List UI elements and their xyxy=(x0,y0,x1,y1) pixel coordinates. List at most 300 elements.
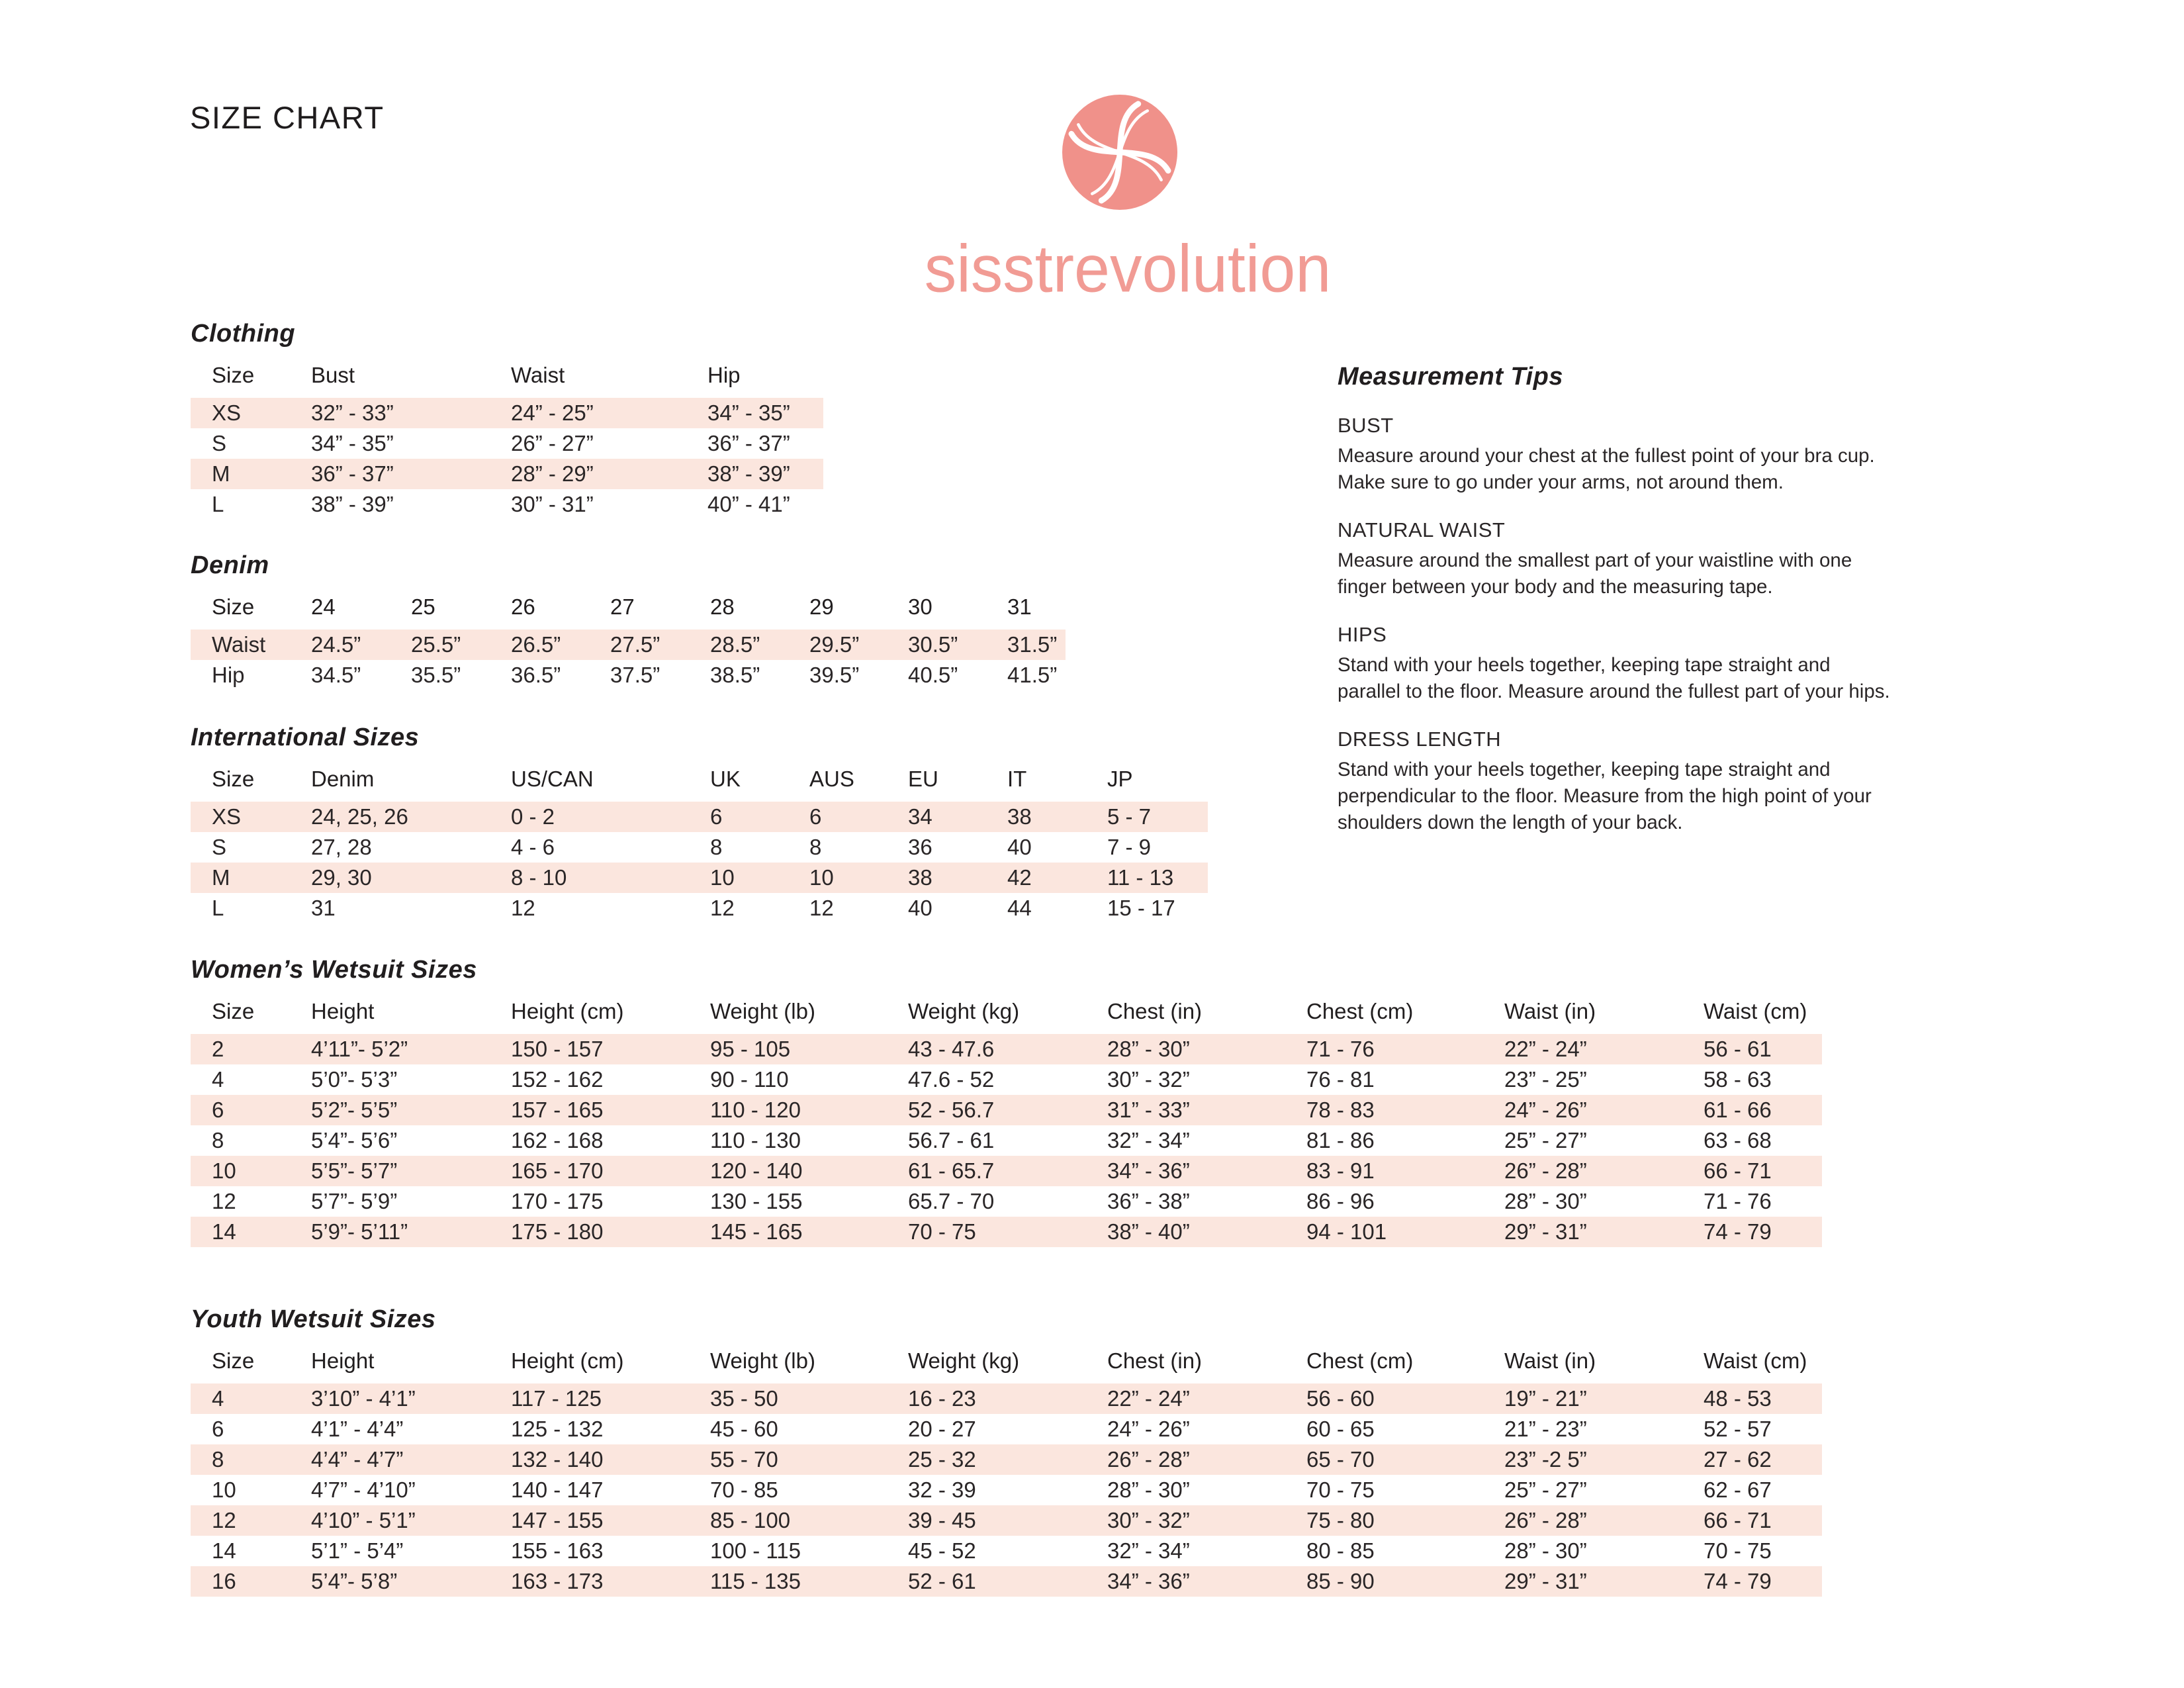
table-cell: 66 - 71 xyxy=(1704,1158,1772,1183)
table-cell: 5’4”- 5’6” xyxy=(311,1128,398,1152)
table-cell: 157 - 165 xyxy=(511,1098,604,1122)
table-cell: 23” - 25” xyxy=(1504,1067,1587,1092)
table-cell: 35 - 50 xyxy=(710,1386,778,1411)
table-cell: 24.5” xyxy=(311,632,361,657)
table-cell: 36 xyxy=(908,835,933,859)
table-cell: 40 xyxy=(1007,835,1032,859)
table-cell: 145 - 165 xyxy=(710,1219,803,1244)
column-header: Size xyxy=(212,594,255,619)
table-row xyxy=(191,1536,1822,1566)
tip-heading-natural-waist: NATURAL WAIST xyxy=(1338,518,1506,541)
table-cell: 36” - 37” xyxy=(311,461,394,486)
table-row xyxy=(191,398,823,428)
table-cell: 3’10” - 4’1” xyxy=(311,1386,416,1411)
table-row xyxy=(191,1475,1822,1505)
column-header: Height (cm) xyxy=(511,1348,624,1373)
table-row xyxy=(191,630,1066,660)
table-cell: 27, 28 xyxy=(311,835,372,859)
table-cell: L xyxy=(212,492,224,516)
column-header: 29 xyxy=(809,594,834,619)
table-cell: 78 - 83 xyxy=(1306,1098,1375,1122)
column-header: 25 xyxy=(411,594,435,619)
table-cell: 6 xyxy=(809,804,822,829)
table-cell: 19” - 21” xyxy=(1504,1386,1587,1411)
table-cell: 45 - 52 xyxy=(908,1538,976,1563)
table-cell: 34 xyxy=(908,804,933,829)
womens-wetsuit-section xyxy=(191,956,1822,1247)
table-cell: 24, 25, 26 xyxy=(311,804,408,829)
youth-wetsuit-section xyxy=(191,1305,1822,1597)
clothing-table xyxy=(191,360,823,520)
table-cell: 11 - 13 xyxy=(1107,865,1174,890)
table-cell: 4’7” - 4’10” xyxy=(311,1477,416,1502)
table-cell: 12 xyxy=(809,896,834,920)
table-cell: 117 - 125 xyxy=(511,1386,602,1411)
table-cell: 4 - 6 xyxy=(511,835,555,859)
table-cell: 5’2”- 5’5” xyxy=(311,1098,398,1122)
table-cell: 5’0”- 5’3” xyxy=(311,1067,398,1092)
table-cell: 75 - 80 xyxy=(1306,1508,1375,1532)
table-cell: 165 - 170 xyxy=(511,1158,604,1183)
table-header-row xyxy=(191,996,1822,1027)
table-cell: 29, 30 xyxy=(311,865,372,890)
table-cell: 28” - 30” xyxy=(1107,1037,1190,1061)
table-cell: 30.5” xyxy=(908,632,958,657)
table-cell: 61 - 65.7 xyxy=(908,1158,995,1183)
table-cell: 76 - 81 xyxy=(1306,1067,1375,1092)
table-row xyxy=(191,802,1208,832)
table-cell: 63 - 68 xyxy=(1704,1128,1772,1152)
table-cell: 29” - 31” xyxy=(1504,1569,1587,1593)
table-cell: 61 - 66 xyxy=(1704,1098,1772,1122)
table-cell: 38.5” xyxy=(710,663,760,687)
table-cell: 37.5” xyxy=(610,663,660,687)
tip-text-line: finger between your body and the measuring tape. xyxy=(1338,576,1773,598)
table-cell: 6 xyxy=(710,804,723,829)
table-cell: 41.5” xyxy=(1007,663,1058,687)
table-cell: 24” - 26” xyxy=(1107,1417,1190,1441)
table-cell: 34” - 36” xyxy=(1107,1158,1190,1183)
table-header-row xyxy=(191,764,1208,794)
table-cell: 40” - 41” xyxy=(707,492,790,516)
table-cell: 94 - 101 xyxy=(1306,1219,1387,1244)
international-sizes-title: International Sizes xyxy=(191,724,420,751)
tip-body-bust xyxy=(1338,443,2006,496)
table-cell: 22” - 24” xyxy=(1107,1386,1190,1411)
table-cell: 26” - 28” xyxy=(1504,1158,1587,1183)
international-sizes-section xyxy=(191,724,1208,923)
table-row xyxy=(191,428,823,459)
denim-section-title: Denim xyxy=(191,551,269,579)
clothing-section xyxy=(191,320,823,520)
table-cell: 12 xyxy=(212,1508,236,1532)
table-row xyxy=(191,1505,1822,1536)
tip-text-line: shoulders down the length of your back. xyxy=(1338,812,1683,833)
table-cell: 8 - 10 xyxy=(511,865,567,890)
table-cell: 70 - 75 xyxy=(1704,1538,1772,1563)
table-cell: Waist xyxy=(212,632,266,657)
womens-wetsuit-table xyxy=(191,996,1822,1247)
table-cell: 43 - 47.6 xyxy=(908,1037,995,1061)
table-header-row xyxy=(191,592,1066,622)
measurement-tips-section xyxy=(1338,363,2006,836)
tip-text-line: Stand with your heels together, keeping tape straight and xyxy=(1338,759,1831,780)
table-cell: 48 - 53 xyxy=(1704,1386,1772,1411)
table-row xyxy=(191,1125,1822,1156)
tip-section-hips xyxy=(1338,623,2006,705)
table-cell: 44 xyxy=(1007,896,1032,920)
table-cell: 28.5” xyxy=(710,632,760,657)
page-title: SIZE CHART xyxy=(190,100,385,135)
table-cell: 147 - 155 xyxy=(511,1508,604,1532)
table-cell: 58 - 63 xyxy=(1704,1067,1772,1092)
column-header: IT xyxy=(1007,767,1027,791)
clothing-section-title: Clothing xyxy=(191,320,296,348)
table-cell: 39.5” xyxy=(809,663,860,687)
table-header-row xyxy=(191,360,823,391)
table-cell: 65 - 70 xyxy=(1306,1447,1375,1472)
table-cell: 80 - 85 xyxy=(1306,1538,1375,1563)
table-cell: 40 xyxy=(908,896,933,920)
table-cell: 162 - 168 xyxy=(511,1128,604,1152)
table-cell: 28” - 30” xyxy=(1504,1538,1587,1563)
table-cell: XS xyxy=(212,804,242,829)
brand-wordmark: sisstrevolution xyxy=(924,231,1332,306)
table-cell: 28” - 30” xyxy=(1504,1189,1587,1213)
table-cell: 2 xyxy=(212,1037,224,1061)
table-cell: 27 - 62 xyxy=(1704,1447,1772,1472)
column-header: 28 xyxy=(710,594,735,619)
table-row xyxy=(191,1217,1822,1247)
table-row xyxy=(191,1414,1822,1444)
tip-text-line: perpendicular to the floor. Measure from the high point of your xyxy=(1338,785,1872,807)
table-cell: 12 xyxy=(212,1189,236,1213)
table-cell: 6 xyxy=(212,1417,224,1441)
table-cell: 140 - 147 xyxy=(511,1477,604,1502)
table-cell: 45 - 60 xyxy=(710,1417,778,1441)
tip-heading-dress-length: DRESS LENGTH xyxy=(1338,727,1502,751)
table-cell: 29.5” xyxy=(809,632,860,657)
column-header: Height (cm) xyxy=(511,999,624,1023)
table-row xyxy=(191,1064,1822,1095)
table-cell: 110 - 130 xyxy=(710,1128,801,1152)
table-cell: 52 - 57 xyxy=(1704,1417,1772,1441)
table-row xyxy=(191,489,823,520)
table-cell: 30” - 31” xyxy=(511,492,594,516)
table-cell: M xyxy=(212,865,230,890)
table-cell: 56 - 60 xyxy=(1306,1386,1375,1411)
column-header: Weight (kg) xyxy=(908,1348,1020,1373)
table-cell: 10 xyxy=(710,865,735,890)
table-cell: 52 - 56.7 xyxy=(908,1098,995,1122)
table-cell: 38 xyxy=(1007,804,1032,829)
table-cell: 32” - 34” xyxy=(1107,1128,1190,1152)
table-cell: 155 - 163 xyxy=(511,1538,604,1563)
table-cell: 170 - 175 xyxy=(511,1189,604,1213)
table-cell: 38” - 39” xyxy=(707,461,790,486)
table-cell: 26.5” xyxy=(511,632,561,657)
table-cell: 115 - 135 xyxy=(710,1569,801,1593)
table-cell: 130 - 155 xyxy=(710,1189,803,1213)
table-cell: 70 - 85 xyxy=(710,1477,778,1502)
table-cell: 4’11”- 5’2” xyxy=(311,1037,408,1061)
table-cell: 55 - 70 xyxy=(710,1447,778,1472)
table-cell: 100 - 115 xyxy=(710,1538,801,1563)
table-cell: 25” - 27” xyxy=(1504,1128,1587,1152)
table-cell: 5’4”- 5’8” xyxy=(311,1569,398,1593)
youth-wetsuit-table xyxy=(191,1346,1822,1597)
table-cell: 34” - 35” xyxy=(707,400,790,425)
table-cell: 27.5” xyxy=(610,632,660,657)
column-header: 30 xyxy=(908,594,933,619)
table-cell: 40.5” xyxy=(908,663,958,687)
table-cell: 28” - 30” xyxy=(1107,1477,1190,1502)
table-cell: 5 - 7 xyxy=(1107,804,1152,829)
table-cell: 71 - 76 xyxy=(1306,1037,1375,1061)
table-cell: 4’4” - 4’7” xyxy=(311,1447,404,1472)
table-cell: 125 - 132 xyxy=(511,1417,604,1441)
table-cell: 14 xyxy=(212,1538,236,1563)
table-cell: 70 - 75 xyxy=(908,1219,976,1244)
table-cell: 95 - 105 xyxy=(710,1037,791,1061)
column-header: 27 xyxy=(610,594,635,619)
column-header: 26 xyxy=(511,594,535,619)
tip-section-dress-length xyxy=(1338,727,2006,836)
tip-section-natural-waist xyxy=(1338,518,2006,600)
table-cell: 23” -2 5” xyxy=(1504,1447,1587,1472)
table-cell: 56 - 61 xyxy=(1704,1037,1772,1061)
column-header: AUS xyxy=(809,767,854,791)
column-header: JP xyxy=(1107,767,1133,791)
table-cell: 62 - 67 xyxy=(1704,1477,1772,1502)
table-row xyxy=(191,660,1066,690)
table-cell: 8 xyxy=(710,835,723,859)
table-cell: S xyxy=(212,835,227,859)
table-cell: 39 - 45 xyxy=(908,1508,976,1532)
table-cell: 35.5” xyxy=(411,663,461,687)
table-cell: 32” - 33” xyxy=(311,400,394,425)
table-cell: 34.5” xyxy=(311,663,361,687)
table-cell: 32” - 34” xyxy=(1107,1538,1190,1563)
table-cell: 26” - 27” xyxy=(511,431,594,455)
table-cell: 34” - 35” xyxy=(311,431,394,455)
table-cell: 32 - 39 xyxy=(908,1477,976,1502)
column-header: Waist (cm) xyxy=(1704,1348,1807,1373)
table-cell: 16 xyxy=(212,1569,236,1593)
table-row xyxy=(191,1566,1822,1597)
table-cell: 16 - 23 xyxy=(908,1386,976,1411)
column-header: Size xyxy=(212,999,255,1023)
brand-logo-icon xyxy=(1062,95,1177,210)
column-header: Size xyxy=(212,767,255,791)
table-cell: M xyxy=(212,461,230,486)
table-cell: 4’10” - 5’1” xyxy=(311,1508,416,1532)
table-cell: 31” - 33” xyxy=(1107,1098,1190,1122)
table-row xyxy=(191,459,823,489)
column-header: Size xyxy=(212,363,255,387)
column-header: UK xyxy=(710,767,741,791)
table-cell: 132 - 140 xyxy=(511,1447,604,1472)
table-row xyxy=(191,1444,1822,1475)
table-cell: 65.7 - 70 xyxy=(908,1189,995,1213)
table-cell: 8 xyxy=(809,835,822,859)
table-cell: 60 - 65 xyxy=(1306,1417,1375,1441)
table-cell: 5’9”- 5’11” xyxy=(311,1219,408,1244)
table-cell: 26” - 28” xyxy=(1504,1508,1587,1532)
column-header: Height xyxy=(311,1348,375,1373)
table-cell: 38 xyxy=(908,865,933,890)
tip-heading-bust: BUST xyxy=(1338,414,1394,437)
youth-wetsuit-title: Youth Wetsuit Sizes xyxy=(191,1305,436,1333)
table-cell: 90 - 110 xyxy=(710,1067,789,1092)
table-row xyxy=(191,1034,1822,1064)
table-row xyxy=(191,1156,1822,1186)
column-header: Weight (kg) xyxy=(908,999,1020,1023)
column-header: Waist (cm) xyxy=(1704,999,1807,1023)
table-cell: XS xyxy=(212,400,242,425)
measurement-tips-title: Measurement Tips xyxy=(1338,363,1563,391)
table-cell: 175 - 180 xyxy=(511,1219,604,1244)
table-cell: 56.7 - 61 xyxy=(908,1128,995,1152)
table-row xyxy=(191,893,1208,923)
table-cell: 36” - 37” xyxy=(707,431,790,455)
international-sizes-table xyxy=(191,764,1208,923)
table-row xyxy=(191,1186,1822,1217)
column-header: Chest (in) xyxy=(1107,999,1203,1023)
table-cell: S xyxy=(212,431,227,455)
swirl-pinwheel-icon xyxy=(1062,95,1177,210)
tip-text-line: Measure around your chest at the fullest point of your bra cup. xyxy=(1338,445,1875,467)
table-cell: 152 - 162 xyxy=(511,1067,604,1092)
column-header: Chest (in) xyxy=(1107,1348,1203,1373)
column-header: US/CAN xyxy=(511,767,594,791)
table-cell: 81 - 86 xyxy=(1306,1128,1375,1152)
column-header: Waist (in) xyxy=(1504,1348,1596,1373)
table-cell: 34” - 36” xyxy=(1107,1569,1190,1593)
table-cell: 6 xyxy=(212,1098,224,1122)
tip-text-line: parallel to the floor. Measure around the fullest part of your hips. xyxy=(1338,680,1890,702)
column-header: Waist xyxy=(511,363,565,387)
tip-text-line: Measure around the smallest part of your waistline with one xyxy=(1338,549,1852,571)
tip-section-bust xyxy=(1338,414,2006,496)
table-cell: 20 - 27 xyxy=(908,1417,976,1441)
table-cell: 85 - 90 xyxy=(1306,1569,1375,1593)
table-cell: 26” - 28” xyxy=(1107,1447,1190,1472)
column-header: Hip xyxy=(707,363,741,387)
table-cell: 25” - 27” xyxy=(1504,1477,1587,1502)
table-cell: 8 xyxy=(212,1447,224,1472)
tip-heading-hips: HIPS xyxy=(1338,623,1387,646)
table-cell: 25.5” xyxy=(411,632,461,657)
table-row xyxy=(191,1095,1822,1125)
table-cell: 28” - 29” xyxy=(511,461,594,486)
table-cell: 0 - 2 xyxy=(511,804,555,829)
table-cell: 38” - 40” xyxy=(1107,1219,1190,1244)
table-cell: Hip xyxy=(212,663,245,687)
column-header: Denim xyxy=(311,767,375,791)
column-header: EU xyxy=(908,767,938,791)
table-cell: 21” - 23” xyxy=(1504,1417,1587,1441)
table-cell: 70 - 75 xyxy=(1306,1477,1375,1502)
table-cell: 74 - 79 xyxy=(1704,1569,1772,1593)
womens-wetsuit-title: Women’s Wetsuit Sizes xyxy=(191,956,477,984)
table-cell: 10 xyxy=(809,865,834,890)
table-cell: 15 - 17 xyxy=(1107,896,1175,920)
table-cell: 110 - 120 xyxy=(710,1098,801,1122)
table-cell: 24” - 26” xyxy=(1504,1098,1587,1122)
table-cell: 86 - 96 xyxy=(1306,1189,1375,1213)
table-cell: 163 - 173 xyxy=(511,1569,604,1593)
table-cell: 52 - 61 xyxy=(908,1569,976,1593)
table-cell: 36.5” xyxy=(511,663,561,687)
denim-table xyxy=(191,592,1066,690)
table-cell: 47.6 - 52 xyxy=(908,1067,995,1092)
column-header: 31 xyxy=(1007,594,1032,619)
column-header: 24 xyxy=(311,594,336,619)
table-cell: 5’7”- 5’9” xyxy=(311,1189,398,1213)
tip-body-natural-waist xyxy=(1338,547,2006,600)
column-header: Weight (lb) xyxy=(710,1348,815,1373)
table-cell: 12 xyxy=(511,896,535,920)
table-cell: 5’1” - 5’4” xyxy=(311,1538,404,1563)
column-header: Height xyxy=(311,999,375,1023)
table-cell: 85 - 100 xyxy=(710,1508,791,1532)
table-cell: 4 xyxy=(212,1067,224,1092)
table-header-row xyxy=(191,1346,1822,1376)
table-cell: 24” - 25” xyxy=(511,400,594,425)
table-cell: 38” - 39” xyxy=(311,492,394,516)
tip-body-hips xyxy=(1338,652,2006,705)
tip-text-line: Stand with your heels together, keeping tape straight and xyxy=(1338,654,1831,676)
table-cell: 83 - 91 xyxy=(1306,1158,1375,1183)
table-cell: 74 - 79 xyxy=(1704,1219,1772,1244)
table-row xyxy=(191,863,1208,893)
column-header: Chest (cm) xyxy=(1306,999,1414,1023)
denim-section xyxy=(191,551,1066,690)
column-header: Bust xyxy=(311,363,355,387)
table-cell: 22” - 24” xyxy=(1504,1037,1587,1061)
column-header: Chest (cm) xyxy=(1306,1348,1414,1373)
table-cell: 36” - 38” xyxy=(1107,1189,1190,1213)
table-cell: 14 xyxy=(212,1219,236,1244)
table-cell: 29” - 31” xyxy=(1504,1219,1587,1244)
table-cell: 25 - 32 xyxy=(908,1447,976,1472)
table-cell: 66 - 71 xyxy=(1704,1508,1772,1532)
table-cell: 30” - 32” xyxy=(1107,1508,1190,1532)
table-cell: 4 xyxy=(212,1386,224,1411)
table-row xyxy=(191,832,1208,863)
table-cell: 150 - 157 xyxy=(511,1037,604,1061)
table-cell: 30” - 32” xyxy=(1107,1067,1190,1092)
table-cell: 71 - 76 xyxy=(1704,1189,1772,1213)
table-cell: 120 - 140 xyxy=(710,1158,803,1183)
table-cell: 12 xyxy=(710,896,735,920)
table-cell: L xyxy=(212,896,224,920)
table-cell: 10 xyxy=(212,1477,236,1502)
table-cell: 31 xyxy=(311,896,336,920)
table-row xyxy=(191,1383,1822,1414)
table-cell: 7 - 9 xyxy=(1107,835,1152,859)
column-header: Weight (lb) xyxy=(710,999,815,1023)
table-cell: 8 xyxy=(212,1128,224,1152)
table-cell: 4’1” - 4’4” xyxy=(311,1417,404,1441)
tip-text-line: Make sure to go under your arms, not around them. xyxy=(1338,471,1784,493)
table-cell: 10 xyxy=(212,1158,236,1183)
table-cell: 31.5” xyxy=(1007,632,1058,657)
column-header: Waist (in) xyxy=(1504,999,1596,1023)
table-cell: 42 xyxy=(1007,865,1032,890)
tip-body-dress-length xyxy=(1338,757,2006,836)
